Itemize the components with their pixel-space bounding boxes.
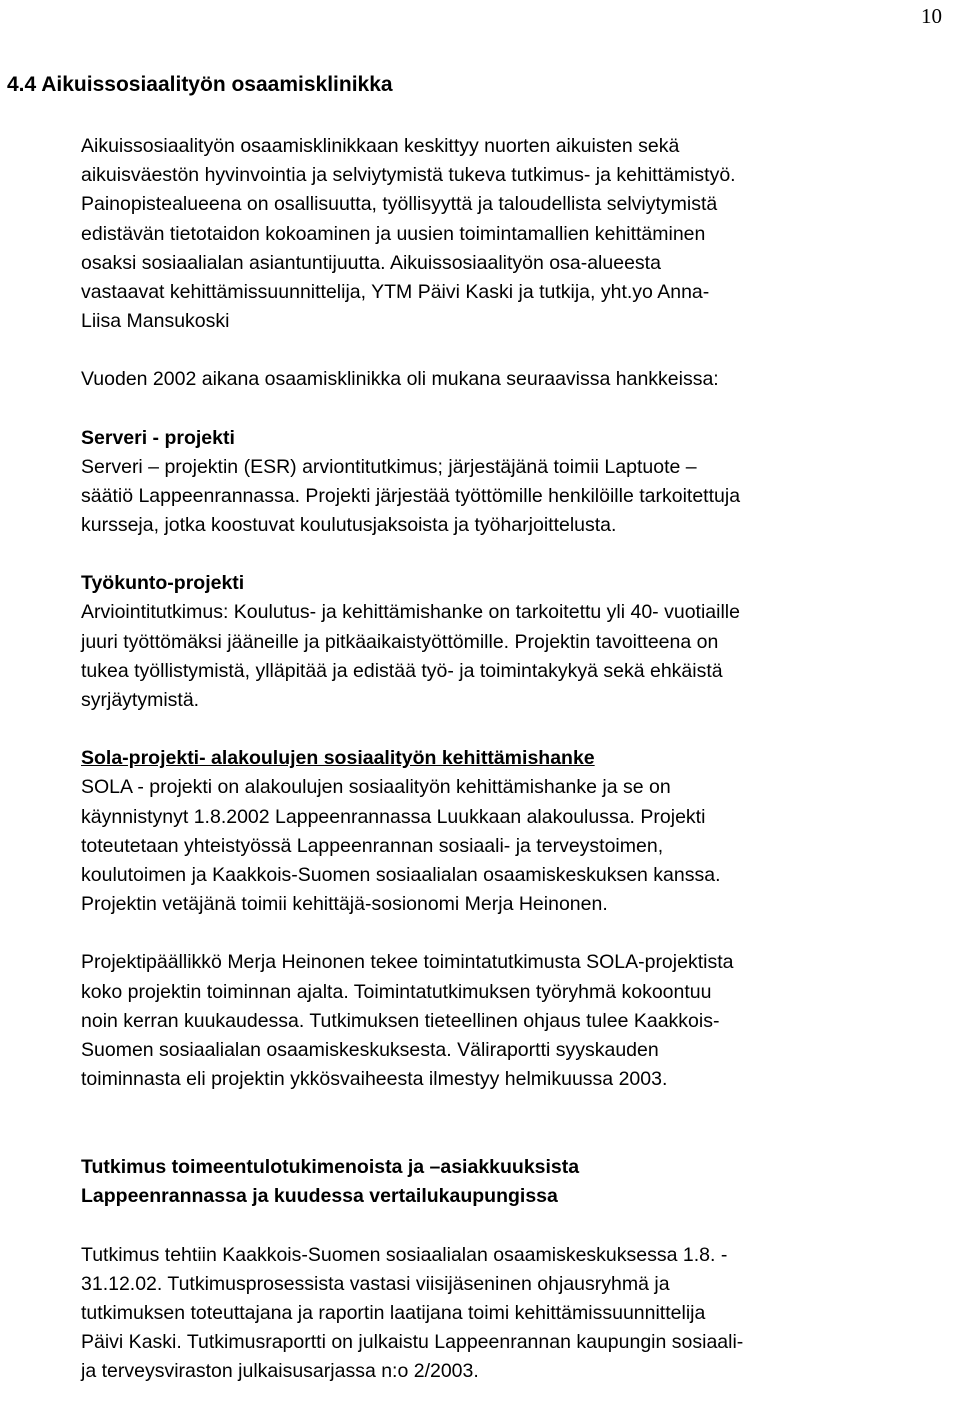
project-section [81, 1153, 959, 1211]
text-line: juuri työttömäksi jääneille ja pitkäaikaistyöttömille. Projektin tavoitteena on [81, 630, 719, 653]
project-title: Tutkimus toimeentulotukimenoista ja –asiakkuuksista [81, 1156, 580, 1179]
section-heading: 4.4 Aikuissosiaalityön osaamisklinikka [7, 73, 393, 96]
text-line: Painopistealueena on osallisuutta, työllisyyttä ja taloudellista selviytymistä [81, 193, 718, 216]
paragraph [81, 948, 959, 1094]
text-line: Projektipäällikkö Merja Heinonen tekee toimintatutkimusta SOLA-projektista [81, 951, 734, 974]
text-line: Päivi Kaski. Tutkimusraportti on julkaistu Lappeenrannan kaupungin sosiaali- [81, 1331, 744, 1354]
paragraph [81, 365, 959, 394]
paragraph [81, 1241, 959, 1387]
project-title: Serveri - projekti [81, 426, 235, 449]
text-line: Projektin vetäjänä toimii kehittäjä-sosionomi Merja Heinonen. [81, 893, 608, 916]
text-line: 31.12.02. Tutkimusprosessista vastasi viisijäseninen ohjausryhmä ja [81, 1272, 670, 1295]
text-line: tutkimuksen toteuttajana ja raportin laatijana toimi kehittämissuunnittelija [81, 1302, 706, 1324]
document-body [81, 132, 959, 1387]
text-line: aikuisväestön hyvinvointia ja selviytymistä tukeva tutkimus- ja kehittämistyö. [81, 164, 736, 187]
text-line: noin kerran kuukaudessa. Tutkimuksen tieteellinen ohjaus tulee Kaakkois- [81, 1009, 720, 1032]
text-line: Tutkimus tehtiin Kaakkois-Suomen sosiaalialan osaamiskeskuksessa 1.8. - [81, 1243, 728, 1266]
text-line: Liisa Mansukoski [81, 310, 230, 333]
project-section [81, 424, 959, 541]
text-line: toiminnasta eli projektin ykkösvaiheesta ilmestyy helmikuussa 2003. [81, 1068, 668, 1091]
text-line: Aikuissosiaalityön osaamisklinikkaan keskittyy nuorten aikuisten sekä [81, 135, 680, 157]
text-line: Vuoden 2002 aikana osaamisklinikka oli mukana seuraavissa hankkeissa: [81, 368, 719, 391]
page-number: 10 [921, 4, 942, 28]
project-title: Työkunto-projekti [81, 572, 245, 595]
text-line: osaksi sosiaalialan asiantuntijuutta. Aikuissosiaalityön osa-alueesta [81, 251, 661, 274]
project-section [81, 569, 959, 715]
text-line: tukea työllistymistä, ylläpitää ja edistää työ- ja toimintakykyä sekä ehkäistä [81, 659, 723, 682]
text-line: Serveri – projektin (ESR) arviontitutkimus; järjestäjänä toimii Laptuote – [81, 455, 697, 478]
text-line: säätiö Lappeenrannassa. Projekti järjestää työttömille henkilöille tarkoitettuja [81, 484, 741, 507]
text-line: syrjäytymistä. [81, 689, 200, 711]
text-line: SOLA - projekti on alakoulujen sosiaalityön kehittämishanke ja se on [81, 776, 671, 799]
text-line: edistävän tietotaidon kokoaminen ja uusien toimintamallien kehittäminen [81, 222, 706, 245]
text-line: Suomen sosiaalialan osaamiskeskuksesta. Väliraportti syyskauden [81, 1038, 659, 1061]
text-line: vastaavat kehittämissuunnittelija, YTM Päivi Kaski ja tutkija, yht.yo Anna- [81, 280, 710, 303]
project-section [81, 744, 959, 919]
text-line: koulutoimen ja Kaakkois-Suomen sosiaalialan osaamiskeskuksen kanssa. [81, 863, 721, 886]
text-line: koko projektin toiminnan ajalta. Toimintatutkimuksen työryhmä kokoontuu [81, 980, 712, 1003]
paragraph [81, 132, 959, 336]
project-title: Lappeenrannassa ja kuudessa vertailukaupungissa [81, 1185, 558, 1208]
text-line: Arviointitutkimus: Koulutus- ja kehittämishanke on tarkoitettu yli 40- vuotiaille [81, 601, 740, 624]
text-line: toteutetaan yhteistyössä Lappeenrannan sosiaali- ja terveystoimen, [81, 834, 664, 857]
project-title: Sola-projekti- alakoulujen sosiaalityön kehittämishanke [81, 747, 595, 770]
text-line: kursseja, jotka koostuvat koulutusjaksoista ja työharjoittelusta. [81, 514, 617, 537]
text-line: ja terveysviraston julkaisusarjassa n:o 2/2003. [81, 1360, 479, 1383]
text-line: käynnistynyt 1.8.2002 Lappeenrannassa Luukkaan alakoulussa. Projekti [81, 805, 706, 828]
